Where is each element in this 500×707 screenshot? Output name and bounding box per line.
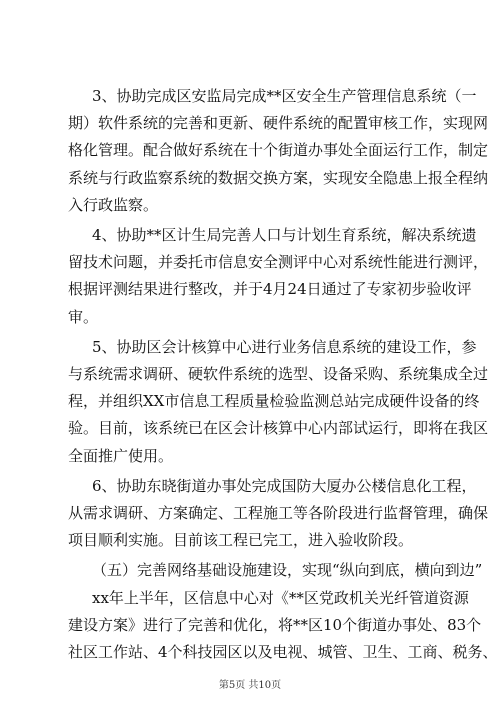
text-line: 全面推广使用。: [68, 446, 174, 465]
section-heading: （五）完善网络基础设施建设，实现“纵向到底，横向到边”: [92, 561, 483, 580]
text-line: 验。目前，该系统已在区会计核算中心内部试运行，即将在我区: [68, 419, 489, 438]
text-line: 项目顺利实施。目前该工程已完工，进入验收阶段。: [68, 531, 414, 550]
text-line: 4、协助**区计生局完善人口与计划生育系统，解决系统遗: [92, 226, 477, 244]
page-footer: 第5页 共10页: [218, 680, 282, 691]
text-line: 系统与行政监察系统的数据交换方案，实现安全隐患上报全程纳: [68, 168, 489, 187]
text-line: 社区工作站、4个科技园区以及电视、城管、卫生、工商、税务、: [68, 643, 498, 661]
text-line: xx年上半年，区信息中心对《**区党政机关光纤管道资源: [92, 588, 469, 607]
text-line: 入行政监察。: [68, 195, 159, 214]
text-line: 程，并组织XX市信息工程质量检验监测总站完成硬件设备的终: [68, 392, 480, 411]
text-line: 6、协助东晓街道办事处完成国防大厦办公楼信息化工程，: [92, 476, 477, 495]
text-line: 3、协助完成区安监局完成**区安全生产管理信息系统（一: [92, 87, 477, 105]
text-line: 期）软件系统的完善和更新、硬件系统的配置审核工作，实现网: [68, 114, 489, 133]
text-line: 5、协助区会计核算中心进行业务信息系统的建设工作，参: [92, 337, 477, 356]
text-line: 格化管理。配合做好系统在十个街道办事处全面运行工作，制定: [68, 141, 489, 160]
text-line: 留技术问题，并委托市信息安全测评中心对系统性能进行测评，: [68, 253, 489, 272]
text-line: 根据评测结果进行整改，并于4月24日通过了专家初步验收评: [68, 280, 472, 299]
text-line: 与系统需求调研、硬软件系统的选型、设备采购、系统集成全过: [68, 365, 489, 383]
text-line: 建设方案》进行了完善和优化，将**区10个街道办事处、83个: [68, 615, 482, 634]
text-line: 审。: [68, 307, 99, 326]
text-line: 从需求调研、方案确定、工程施工等各阶段进行监督管理，确保: [68, 504, 489, 522]
